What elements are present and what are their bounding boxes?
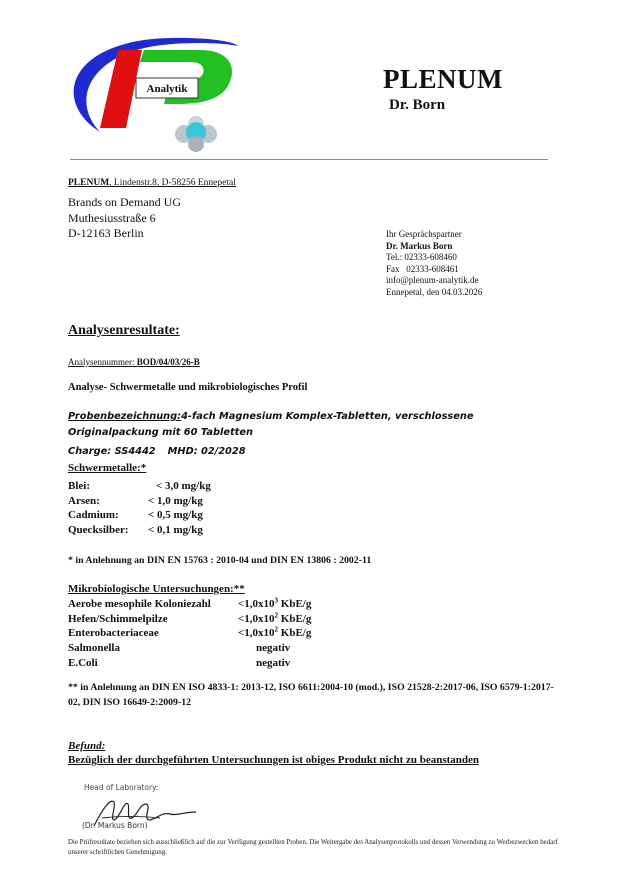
sample-label: Probenbezeichnung: <box>68 411 182 422</box>
table-row <box>68 656 311 671</box>
metal-name: Cadmium: <box>68 509 119 522</box>
recipient-line: Muthesiusstraße 6 <box>68 210 156 225</box>
sender-address: , Lindenstr.8, D-58256 Ennepetal <box>109 178 236 188</box>
sender-name: PLENUM <box>68 178 110 188</box>
contact-label: Ihr Gesprächspartner <box>386 229 462 239</box>
micro-note: ** in Anlehnung an DIN EN ISO 4833-1: 2013-12, ISO 6611:2004-10 (mod.), ISO 21528-2:2017-06, ISO 6579-1:2017-02, DIN ISO 16649-2:2009-12 <box>68 682 554 708</box>
micro-heading: Mikrobiologische Untersuchungen:** <box>68 583 245 595</box>
metal-name: Arsen: <box>68 494 100 507</box>
logo-label: Analytik <box>146 83 188 95</box>
micro-name: Hefen/Schimmelpilze <box>68 612 168 625</box>
batch-number: Charge: SS4442 <box>68 446 156 457</box>
heavy-metals-note: * in Anlehnung an DIN EN 15763 : 2010-04 und DIN EN 13806 : 2002-11 <box>68 555 372 566</box>
micro-name: Enterobacteriaceae <box>68 627 159 640</box>
molecule-atom <box>188 136 204 152</box>
sample-description <box>68 409 558 440</box>
table-row <box>68 612 311 627</box>
table-row <box>68 494 211 509</box>
micro-name: Aerobe mesophile Koloniezahl <box>68 598 211 610</box>
micro-value: $<1,0x10^2$ KbE/g <box>238 611 312 625</box>
recipient-address <box>68 195 181 242</box>
table-row <box>68 626 311 641</box>
metal-value: < 0,1 mg/kg <box>148 524 203 537</box>
table-row <box>68 479 211 494</box>
contact-fax: Fax 02333-608461 <box>386 263 459 274</box>
company-name: PLENUM <box>383 64 503 94</box>
company-logo <box>60 20 240 160</box>
contact-email: info@plenum-analytik.de <box>386 275 479 286</box>
metal-name: Quecksilber: <box>68 524 129 537</box>
contact-tel: Tel.: 02333-608460 <box>386 252 457 263</box>
contact-block <box>386 229 482 299</box>
best-before: MHD: 02/2028 <box>167 446 246 457</box>
heavy-metals-heading: Schwermetalle:* <box>68 462 147 474</box>
header-divider <box>70 159 548 160</box>
table-row <box>68 508 211 523</box>
table-row <box>68 523 211 538</box>
contact-name: Dr. Markus Born <box>386 240 453 251</box>
micro-name: Salmonella <box>68 642 120 655</box>
micro-value: $<1,0x10^3$ KbE/g <box>238 596 312 610</box>
analysis-description: Analyse- Schwermetalle und mikrobiologisches Profil <box>68 382 308 393</box>
micro-name: E.Coli <box>68 656 98 669</box>
heavy-metals-table <box>68 479 211 538</box>
result-label: Befund: <box>68 740 106 752</box>
batch-line <box>68 446 246 457</box>
table-row <box>68 597 311 612</box>
recipient-line: D-12163 Berlin <box>68 226 144 240</box>
micro-value: $<1,0x10^2$ KbE/g <box>238 625 312 640</box>
analysis-number-value: BOD/04/03/26-B <box>136 357 200 367</box>
metal-name: Blei: <box>68 480 90 492</box>
sample-text: 4-fach Magnesium Komplex-Tabletten, verschlossene Originalpackung mit 60 Tabletten <box>68 411 474 438</box>
page-title: Analysenresultate: <box>68 323 180 338</box>
analysis-number <box>68 357 200 367</box>
analysis-number-label: Analysennummer: <box>68 357 137 367</box>
result-text: Bezüglich der durchgeführten Untersuchungen ist obiges Produkt nicht zu beanstanden <box>68 754 480 766</box>
micro-table <box>68 597 311 671</box>
footer-disclaimer: Die Prüfresultate beziehen sich ausschließlich auf die zur Verfügung gestellten Proben. Die Weitergabe des Analysenprotokolls und dessen Verwendung zu Werbezwecken bedarf unserer schriftlichen Genehmigung. <box>68 839 558 856</box>
micro-value: negativ <box>256 642 291 655</box>
signature-title: Head of Laboratory: <box>84 783 159 792</box>
metal-value: < 3,0 mg/kg <box>156 480 211 492</box>
signature-name: (Dr. Markus Born) <box>82 821 148 830</box>
metal-value: < 1,0 mg/kg <box>148 494 203 507</box>
company-person: Dr. Born <box>389 97 446 113</box>
table-row <box>68 641 311 656</box>
contact-date: Ennepetal, den 04.03.2026 <box>386 286 483 297</box>
metal-value: < 0,5 mg/kg <box>148 509 203 522</box>
sender-line <box>68 178 236 188</box>
recipient-line: Brands on Demand UG <box>68 195 181 209</box>
micro-value: negativ <box>256 656 291 669</box>
